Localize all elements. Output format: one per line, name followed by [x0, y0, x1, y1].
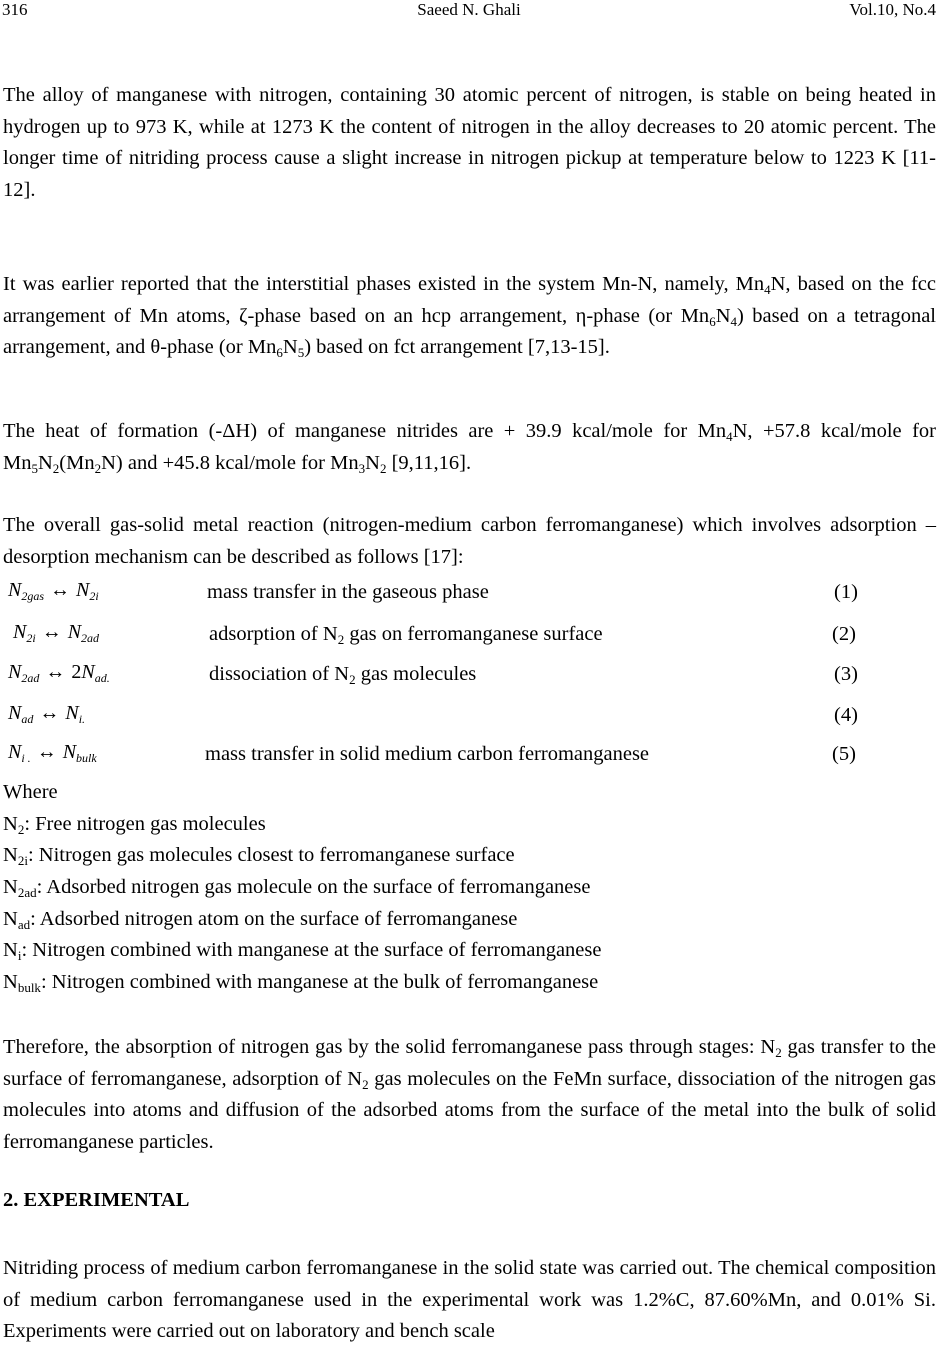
equation-2-description: adsorption of $N_2$ gas on ferromanganese surface: [209, 623, 603, 647]
equation-3-description: dissociation of $N_2$ gas molecules: [209, 663, 477, 687]
definition-ni: $N_i$: Nitrogen combined with manganese at the surface of ferromanganese: [3, 939, 602, 963]
equation-1-description: mass transfer in the gaseous phase: [207, 581, 489, 603]
page-number: 316: [2, 0, 28, 19]
paragraph-heat-of-formation: The heat of formation (-ΔH) of manganese nitrides are + 39.9 kcal/mole for $Mn_4N$, +57.8 kcal/mole for $Mn_5N_2(Mn_2N)$ and +45.8 kcal/mole for $Mn_3N_2$ [9,11,16].: [3, 420, 936, 476]
definition-nbulk: $N_{bulk}$: Nitrogen combined with manganese at the bulk of ferromanganese: [3, 971, 599, 995]
paragraph-experimental: Nitriding process of medium carbon ferromanganese in the solid state was carried out. The chemical composition of medium carbon ferromanganese used in the experimental work was 1.2%C, 87.60%Mn, and 0.01% Si. Experiments were carried out on laboratory and bench scale: [3, 1257, 936, 1342]
equation-4-formula: $N_{ad}$ ↔ $N_{i.}$: [8, 702, 86, 726]
where-label: Where: [3, 781, 58, 803]
equation-2-formula: $N_{2i}$ ↔ $N_{2ad}$: [13, 621, 100, 645]
equation-3: [0, 659, 938, 699]
definition-n2i: $N_{2i}$: Nitrogen gas molecules closest to ferromanganese surface: [3, 844, 515, 868]
equation-4-number: (4): [834, 704, 858, 726]
paragraph-alloy-stability: The alloy of manganese with nitrogen, containing 30 atomic percent of nitrogen, is stable on being heated in hydrogen up to 973 K, while at 1273 K the content of nitrogen in the alloy decreases to 20 atomic percent. The longer time of nitriding process cause a slight increase in nitrogen pickup at temperature below to 1223 K [11-12].: [3, 84, 936, 201]
equation-3-number: (3): [834, 663, 858, 685]
definition-nad: $N_{ad}$: Adsorbed nitrogen atom on the surface of ferromanganese: [3, 908, 518, 932]
equation-1-formula: $N_{2gas}$ ↔ $N_{2i}$: [8, 579, 99, 603]
page-header: [0, 0, 938, 26]
equation-1-number: (1): [834, 581, 858, 603]
equation-2-number: (2): [832, 623, 856, 645]
paragraph-reaction-mechanism: The overall gas-solid metal reaction (nitrogen-medium carbon ferromanganese) which involves adsorption – desorption mechanism can be described as follows [17]:: [3, 514, 936, 568]
definition-n2: $N_2$: Free nitrogen gas molecules: [3, 813, 266, 837]
equation-4: [0, 700, 938, 740]
volume-info: Vol.10, No.4: [849, 0, 936, 19]
paragraph-interstitial-phases: It was earlier reported that the interstitial phases existed in the system Mn-N, namely, $Mn_4N$, based on the fcc arrangement of Mn atoms, ζ-phase based on an hcp arrangement, η-phase (or $Mn_6N_4$) based on a tetragonal arrangement, and θ-phase (or $Mn_6N_5$) based on fct arrangement [7,13-15].: [3, 273, 936, 360]
running-author: Saeed N. Ghali: [417, 0, 521, 19]
section-heading: 2. EXPERIMENTAL: [3, 1189, 190, 1211]
equation-3-formula: $N_{2ad}$ ↔ $2N_{ad.}$: [8, 661, 110, 685]
equation-1: [0, 577, 938, 617]
equation-5: [0, 739, 938, 779]
equation-5-formula: $N_{i .}$ ↔ $N_{bulk}$: [8, 741, 97, 765]
equation-5-description: mass transfer in solid medium carbon ferromanganese: [205, 743, 650, 765]
definition-n2ad: $N_{2ad}$: Adsorbed nitrogen gas molecule on the surface of ferromanganese: [3, 876, 591, 900]
equation-2: [0, 619, 938, 659]
equation-5-number: (5): [832, 743, 856, 765]
paragraph-absorption-stages: Therefore, the absorption of nitrogen gas by the solid ferromanganese pass through stages: $N_2$ gas transfer to the surface of ferromanganese, adsorption of $N_2$ gas molecules on the FeMn surface, dissociation of the nitrogen gas molecules into atoms and diffusion of the adsorbed atoms from the surface of the metal into the bulk of solid ferromanganese particles.: [3, 1036, 937, 1153]
